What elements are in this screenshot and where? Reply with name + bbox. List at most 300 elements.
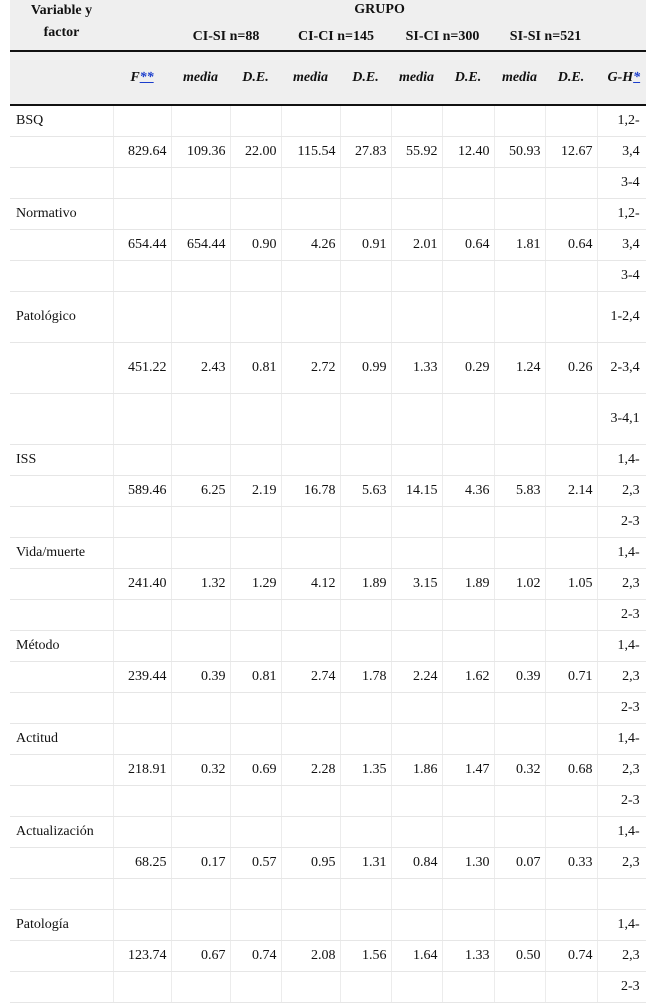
value-cell-F: 589.46 — [113, 476, 171, 507]
value-cell-sici-de: 1.89 — [442, 569, 494, 600]
variable-label: ISS — [10, 445, 113, 476]
value-cell-cici-de: 0.99 — [340, 343, 391, 394]
empty-cell — [171, 538, 230, 569]
table-row — [10, 600, 646, 631]
table-row — [10, 817, 646, 848]
empty-cell — [230, 168, 281, 199]
empty-cell — [340, 394, 391, 445]
empty-cell — [113, 168, 171, 199]
empty-cell — [494, 972, 545, 1003]
gh-cell: 3,4 — [597, 137, 646, 168]
empty-cell — [545, 199, 597, 230]
empty-cell — [545, 507, 597, 538]
value-cell-cici-m: 115.54 — [281, 137, 340, 168]
table-row — [10, 848, 646, 879]
empty-cell — [391, 600, 442, 631]
value-cell-cici-m: 2.72 — [281, 343, 340, 394]
empty-cell — [171, 600, 230, 631]
table-body — [10, 105, 646, 1003]
value-cell-sisi-m: 5.83 — [494, 476, 545, 507]
variable-label: Normativo — [10, 199, 113, 230]
empty-cell — [391, 261, 442, 292]
empty-cell — [10, 394, 113, 445]
empty-cell — [171, 261, 230, 292]
value-cell-sisi-m: 0.07 — [494, 848, 545, 879]
empty-cell — [494, 168, 545, 199]
media-header: media — [281, 51, 340, 105]
gh-cell: 1,4- — [597, 724, 646, 755]
empty-cell — [494, 105, 545, 137]
value-cell-sisi-m: 1.02 — [494, 569, 545, 600]
value-cell-cici-m: 2.08 — [281, 941, 340, 972]
empty-cell — [340, 724, 391, 755]
empty-cell — [545, 600, 597, 631]
value-cell-cisi-de: 0.57 — [230, 848, 281, 879]
table-row — [10, 755, 646, 786]
value-cell-sici-de: 4.36 — [442, 476, 494, 507]
empty-cell — [10, 476, 113, 507]
empty-cell — [494, 631, 545, 662]
empty-cell — [10, 507, 113, 538]
empty-cell — [10, 941, 113, 972]
empty-cell — [391, 879, 442, 910]
empty-cell — [340, 631, 391, 662]
empty-cell — [545, 394, 597, 445]
empty-cell — [10, 755, 113, 786]
empty-cell — [545, 445, 597, 476]
empty-cell — [10, 569, 113, 600]
empty-cell — [340, 105, 391, 137]
value-cell-cisi-m: 6.25 — [171, 476, 230, 507]
table-row — [10, 507, 646, 538]
empty-cell — [494, 445, 545, 476]
empty-cell — [391, 631, 442, 662]
value-cell-sisi-de: 12.67 — [545, 137, 597, 168]
empty-cell — [391, 972, 442, 1003]
empty-cell — [113, 261, 171, 292]
variable-label: Método — [10, 631, 113, 662]
empty-cell — [10, 879, 113, 910]
empty-cell — [391, 693, 442, 724]
gh-cell: 1,2- — [597, 105, 646, 137]
empty-cell — [113, 724, 171, 755]
empty-cell — [113, 199, 171, 230]
empty-cell — [230, 631, 281, 662]
empty-cell — [281, 394, 340, 445]
empty-cell — [171, 972, 230, 1003]
value-cell-sisi-de: 0.64 — [545, 230, 597, 261]
table-row — [10, 137, 646, 168]
value-cell-sisi-m: 1.81 — [494, 230, 545, 261]
empty-cell — [391, 445, 442, 476]
value-cell-cisi-de: 0.90 — [230, 230, 281, 261]
gh-header: G-H* — [597, 51, 646, 105]
value-cell-sisi-de: 0.26 — [545, 343, 597, 394]
empty-cell — [391, 786, 442, 817]
value-cell-cici-de: 1.56 — [340, 941, 391, 972]
empty-cell — [442, 910, 494, 941]
value-cell-F: 218.91 — [113, 755, 171, 786]
value-cell-sici-de: 1.62 — [442, 662, 494, 693]
gh-cell: 2,3 — [597, 476, 646, 507]
empty-cell — [281, 538, 340, 569]
empty-cell — [281, 910, 340, 941]
empty-cell — [442, 817, 494, 848]
variable-label: Actualización — [10, 817, 113, 848]
value-cell-cici-m: 2.74 — [281, 662, 340, 693]
empty-cell — [230, 910, 281, 941]
empty-cell — [442, 394, 494, 445]
empty-cell — [391, 724, 442, 755]
value-cell-F: 451.22 — [113, 343, 171, 394]
value-cell-cisi-m: 0.32 — [171, 755, 230, 786]
empty-cell — [10, 693, 113, 724]
gh-cell: 2,3 — [597, 941, 646, 972]
empty-cell — [281, 879, 340, 910]
value-cell-F: 829.64 — [113, 137, 171, 168]
empty-cell — [494, 693, 545, 724]
empty-cell — [340, 199, 391, 230]
media-header: media — [494, 51, 545, 105]
value-cell-sici-m: 14.15 — [391, 476, 442, 507]
empty-cell — [171, 445, 230, 476]
value-cell-sici-m: 3.15 — [391, 569, 442, 600]
variable-label: Actitud — [10, 724, 113, 755]
value-cell-sici-de: 1.47 — [442, 755, 494, 786]
value-cell-sisi-m: 0.32 — [494, 755, 545, 786]
empty-cell — [281, 507, 340, 538]
empty-cell — [10, 343, 113, 394]
gh-cell: 2,3 — [597, 569, 646, 600]
empty-cell — [442, 724, 494, 755]
empty-cell — [230, 879, 281, 910]
empty-cell — [113, 507, 171, 538]
gh-footnote-link[interactable]: * — [633, 70, 641, 85]
empty-cell — [281, 693, 340, 724]
table-row — [10, 230, 646, 261]
value-cell-sici-m: 1.64 — [391, 941, 442, 972]
empty-cell — [281, 600, 340, 631]
value-cell-sisi-de: 0.68 — [545, 755, 597, 786]
value-cell-sisi-de: 0.74 — [545, 941, 597, 972]
table-row — [10, 631, 646, 662]
empty-cell — [230, 261, 281, 292]
empty-cell — [545, 817, 597, 848]
table-row — [10, 972, 646, 1003]
empty-cell — [442, 261, 494, 292]
empty-cell — [281, 786, 340, 817]
empty-cell — [340, 817, 391, 848]
empty-cell — [230, 394, 281, 445]
value-cell-sisi-m: 0.39 — [494, 662, 545, 693]
empty-cell — [442, 879, 494, 910]
gh-cell: 1,4- — [597, 817, 646, 848]
empty-cell — [10, 230, 113, 261]
empty-cell — [230, 724, 281, 755]
empty-cell — [340, 910, 391, 941]
variable-label: Patología — [10, 910, 113, 941]
table-row — [10, 879, 646, 910]
empty-cell — [171, 168, 230, 199]
gh-cell: 1,4- — [597, 631, 646, 662]
value-cell-sisi-m: 50.93 — [494, 137, 545, 168]
empty-cell — [281, 724, 340, 755]
gh-cell: 2,3 — [597, 662, 646, 693]
empty-cell — [10, 786, 113, 817]
value-cell-cici-de: 1.78 — [340, 662, 391, 693]
value-cell-F: 239.44 — [113, 662, 171, 693]
table-row — [10, 292, 646, 343]
value-cell-F: 123.74 — [113, 941, 171, 972]
de-header: D.E. — [442, 51, 494, 105]
empty-cell — [230, 507, 281, 538]
empty-cell — [113, 817, 171, 848]
empty-cell — [391, 105, 442, 137]
empty-cell — [113, 631, 171, 662]
empty-cell — [494, 261, 545, 292]
empty-cell — [340, 292, 391, 343]
table-row — [10, 941, 646, 972]
empty-cell — [494, 600, 545, 631]
value-cell-cisi-m: 0.39 — [171, 662, 230, 693]
table-row — [10, 199, 646, 230]
empty-cell — [442, 168, 494, 199]
table-row — [10, 168, 646, 199]
value-cell-cisi-m: 2.43 — [171, 343, 230, 394]
empty-cell — [391, 168, 442, 199]
gh-cell: 2,3 — [597, 755, 646, 786]
empty-cell — [391, 199, 442, 230]
empty-cell — [545, 910, 597, 941]
value-cell-sici-m: 1.33 — [391, 343, 442, 394]
value-cell-cisi-de: 1.29 — [230, 569, 281, 600]
gh-cell: 3-4,1 — [597, 394, 646, 445]
empty-cell — [230, 600, 281, 631]
value-cell-cici-m: 2.28 — [281, 755, 340, 786]
empty-cell — [281, 631, 340, 662]
value-cell-cisi-de: 22.00 — [230, 137, 281, 168]
empty-cell — [340, 507, 391, 538]
empty-cell — [171, 817, 230, 848]
value-cell-sici-de: 0.64 — [442, 230, 494, 261]
empty-cell — [230, 786, 281, 817]
gh-cell: 1,4- — [597, 538, 646, 569]
empty-cell — [230, 292, 281, 343]
empty-cell — [545, 724, 597, 755]
empty-cell — [494, 910, 545, 941]
empty-cell — [545, 538, 597, 569]
empty-cell — [340, 261, 391, 292]
media-header: media — [171, 51, 230, 105]
empty-cell — [442, 631, 494, 662]
results-table — [10, 0, 646, 1003]
empty-cell — [340, 445, 391, 476]
empty-cell — [113, 445, 171, 476]
value-cell-cici-de: 1.31 — [340, 848, 391, 879]
empty-cell — [391, 910, 442, 941]
empty-cell — [442, 538, 494, 569]
empty-cell — [230, 105, 281, 137]
table-row — [10, 569, 646, 600]
empty-cell — [442, 292, 494, 343]
empty-cell — [10, 600, 113, 631]
value-cell-sisi-m: 1.24 — [494, 343, 545, 394]
value-cell-cici-m: 4.12 — [281, 569, 340, 600]
gh-cell: 1-2,4 — [597, 292, 646, 343]
empty-cell — [391, 538, 442, 569]
empty-cell — [545, 693, 597, 724]
value-cell-sici-m: 1.86 — [391, 755, 442, 786]
empty-cell — [10, 137, 113, 168]
empty-cell — [10, 972, 113, 1003]
empty-cell — [230, 445, 281, 476]
value-cell-cici-m: 16.78 — [281, 476, 340, 507]
value-cell-sici-m: 2.01 — [391, 230, 442, 261]
value-cell-sici-m: 0.84 — [391, 848, 442, 879]
empty-cell — [442, 105, 494, 137]
value-cell-cisi-de: 0.81 — [230, 343, 281, 394]
empty-cell — [281, 261, 340, 292]
empty-cell — [230, 817, 281, 848]
table-row — [10, 261, 646, 292]
variable-label: Vida/muerte — [10, 538, 113, 569]
empty-cell — [494, 292, 545, 343]
empty-cell — [340, 168, 391, 199]
empty-cell — [281, 292, 340, 343]
empty-cell — [281, 105, 340, 137]
empty-cell — [171, 879, 230, 910]
value-cell-sisi-de: 2.14 — [545, 476, 597, 507]
empty-cell — [442, 972, 494, 1003]
value-cell-cici-m: 4.26 — [281, 230, 340, 261]
empty-cell — [281, 445, 340, 476]
gh-cell: 2-3 — [597, 786, 646, 817]
empty-cell — [340, 879, 391, 910]
gh-cell: 1,4- — [597, 445, 646, 476]
empty-cell — [113, 394, 171, 445]
table-row — [10, 394, 646, 445]
value-cell-cisi-de: 0.74 — [230, 941, 281, 972]
empty-cell — [281, 972, 340, 1003]
value-cell-cisi-de: 0.81 — [230, 662, 281, 693]
empty-cell — [391, 817, 442, 848]
empty-cell — [281, 817, 340, 848]
table-row — [10, 910, 646, 941]
gh-cell: 2-3 — [597, 600, 646, 631]
value-cell-sici-de: 1.33 — [442, 941, 494, 972]
media-header: media — [391, 51, 442, 105]
table-row — [10, 786, 646, 817]
empty-cell — [545, 292, 597, 343]
gh-cell — [597, 879, 646, 910]
table-row — [10, 724, 646, 755]
table-row — [10, 538, 646, 569]
empty-cell — [494, 817, 545, 848]
empty-cell — [113, 879, 171, 910]
empty-cell — [545, 631, 597, 662]
empty-cell — [113, 600, 171, 631]
value-cell-cisi-de: 0.69 — [230, 755, 281, 786]
empty-cell — [391, 292, 442, 343]
value-cell-F: 68.25 — [113, 848, 171, 879]
group-header-sici: SI-CI n=300 — [391, 24, 494, 51]
value-cell-sici-de: 1.30 — [442, 848, 494, 879]
table-row — [10, 105, 646, 137]
group-header-sisi: SI-SI n=521 — [494, 24, 597, 51]
empty-cell — [171, 693, 230, 724]
value-cell-cici-de: 0.91 — [340, 230, 391, 261]
empty-cell — [340, 538, 391, 569]
gh-cell: 1,2- — [597, 199, 646, 230]
empty-cell — [442, 199, 494, 230]
empty-cell — [113, 693, 171, 724]
empty-cell — [10, 848, 113, 879]
empty-cell — [442, 600, 494, 631]
empty-cell — [545, 168, 597, 199]
empty-cell — [442, 445, 494, 476]
empty-cell — [494, 879, 545, 910]
value-cell-sisi-m: 0.50 — [494, 941, 545, 972]
value-cell-cisi-m: 1.32 — [171, 569, 230, 600]
empty-cell — [230, 199, 281, 230]
gh-cell: 3-4 — [597, 168, 646, 199]
de-header: D.E. — [545, 51, 597, 105]
empty-cell — [494, 786, 545, 817]
empty-cell — [171, 910, 230, 941]
empty-cell — [545, 261, 597, 292]
gh-cell: 2-3 — [597, 507, 646, 538]
table-row — [10, 445, 646, 476]
empty-cell — [545, 786, 597, 817]
value-cell-sici-de: 12.40 — [442, 137, 494, 168]
empty-cell — [113, 538, 171, 569]
empty-cell — [113, 105, 171, 137]
empty-cell — [340, 693, 391, 724]
value-cell-cici-de: 1.89 — [340, 569, 391, 600]
gh-cell: 2-3,4 — [597, 343, 646, 394]
f-footnote-link[interactable]: ** — [139, 70, 154, 85]
variable-label: Patológico — [10, 292, 113, 343]
gh-cell: 1,4- — [597, 910, 646, 941]
empty-cell — [494, 199, 545, 230]
empty-cell — [442, 693, 494, 724]
empty-cell — [391, 394, 442, 445]
value-cell-cisi-m: 654.44 — [171, 230, 230, 261]
empty-cell — [340, 972, 391, 1003]
value-cell-cisi-m: 0.67 — [171, 941, 230, 972]
table-row — [10, 476, 646, 507]
empty-cell — [113, 786, 171, 817]
variable-factor-header: Variable y factor — [10, 0, 113, 51]
group-header-cici: CI-CI n=145 — [281, 24, 391, 51]
gh-cell: 3,4 — [597, 230, 646, 261]
empty-cell — [171, 199, 230, 230]
empty-cell — [545, 105, 597, 137]
empty-cell — [171, 786, 230, 817]
empty-cell — [391, 507, 442, 538]
table-row — [10, 343, 646, 394]
empty-cell — [494, 538, 545, 569]
value-cell-F: 654.44 — [113, 230, 171, 261]
table-row — [10, 693, 646, 724]
empty-cell — [113, 972, 171, 1003]
empty-cell — [545, 879, 597, 910]
value-cell-cisi-m: 109.36 — [171, 137, 230, 168]
grupo-header: GRUPO — [113, 0, 646, 24]
empty-cell — [113, 292, 171, 343]
gh-cell: 3-4 — [597, 261, 646, 292]
empty-cell — [545, 972, 597, 1003]
